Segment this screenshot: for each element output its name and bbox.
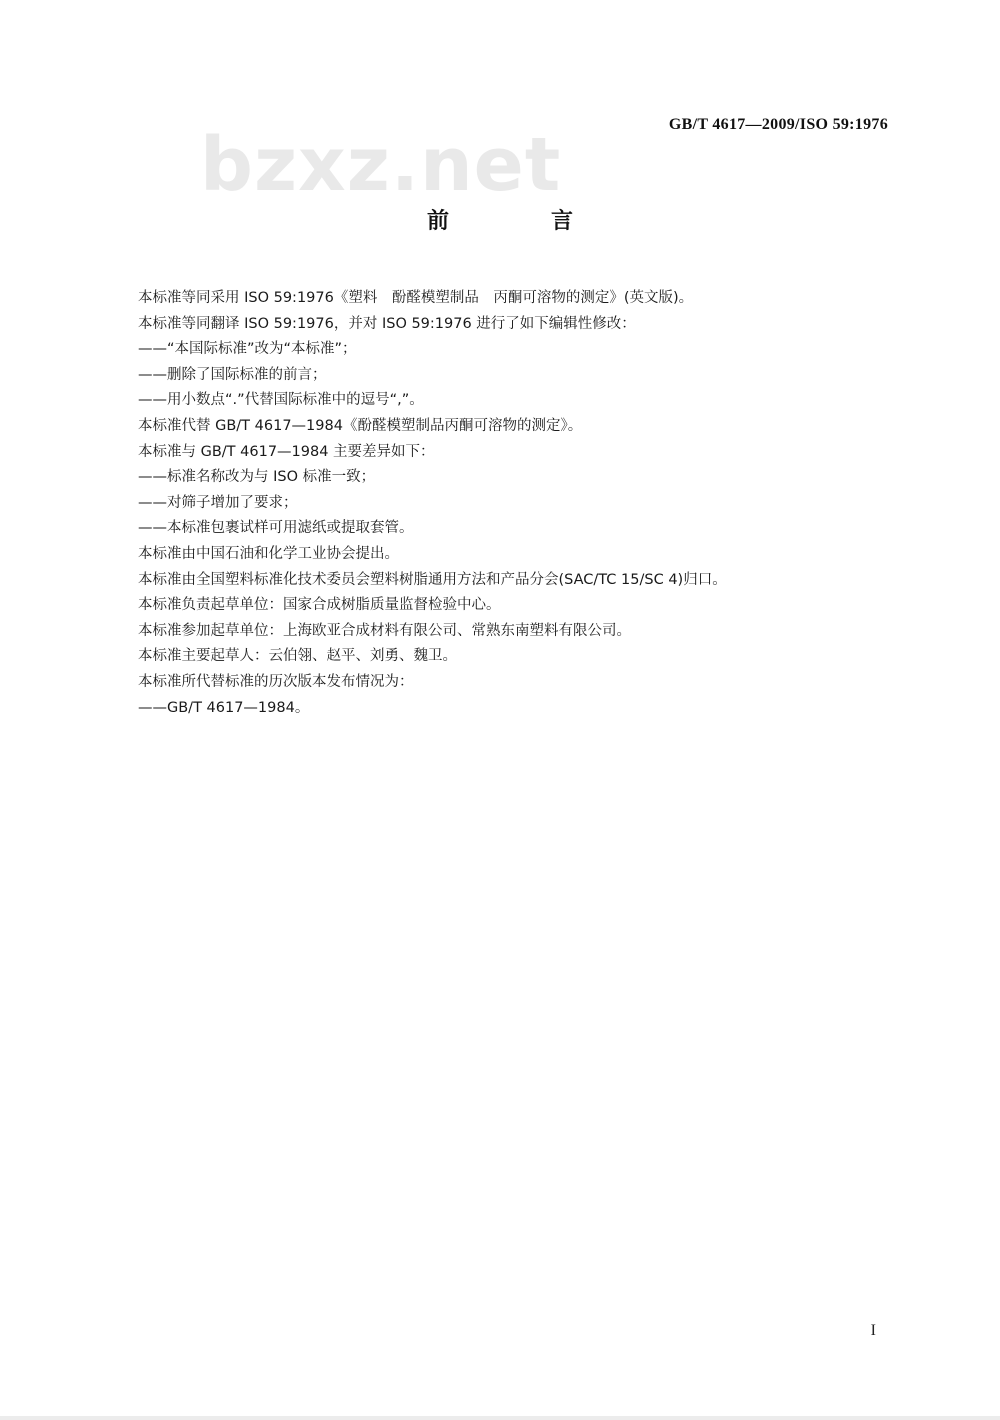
standard-code-header: GB/T 4617—2009/ISO 59:1976: [668, 116, 888, 133]
paragraph-line: 本标准负责起草单位：国家合成树脂质量监督检验中心。: [138, 597, 501, 614]
list-item: ——标准名称改为与 ISO 标准一致；: [138, 469, 376, 486]
list-item: ——对筛子增加了要求；: [138, 494, 298, 511]
preface-body: [138, 286, 898, 721]
watermark: bzxz.net: [200, 122, 562, 208]
paragraph-line: 本标准所代替标准的历次版本发布情况为：: [138, 673, 414, 690]
paragraph-line: 本标准代替 GB/T 4617—1984《酚醛模塑制品丙酮可溶物的测定》。: [138, 417, 583, 434]
list-item: ——删除了国际标准的前言；: [138, 366, 327, 383]
paragraph-line: 本标准与 GB/T 4617—1984 主要差异如下：: [138, 443, 435, 460]
paragraph-line: 本标准等同翻译 ISO 59:1976，并对 ISO 59:1976 进行了如下编辑性修改：: [138, 315, 636, 332]
list-item: ——用小数点“.”代替国际标准中的逗号“,”。: [138, 392, 424, 409]
page-number: I: [870, 1322, 876, 1339]
paragraph-line: 本标准由中国石油和化学工业协会提出。: [138, 545, 399, 562]
list-item: ——本标准包裹试样可用滤纸或提取套管。: [138, 520, 414, 537]
paragraph-line: 本标准参加起草单位：上海欧亚合成材料有限公司、常熟东南塑料有限公司。: [138, 622, 631, 639]
list-item: ——“本国际标准”改为“本标准”；: [138, 341, 357, 358]
paragraph-line: 本标准等同采用 ISO 59:1976《塑料 酚醛模塑制品 丙酮可溶物的测定》(英文版)。: [138, 290, 694, 306]
list-item: ——GB/T 4617—1984。: [138, 699, 310, 716]
paragraph-line: 本标准主要起草人：云伯翎、赵平、刘勇、魏卫。: [138, 648, 457, 665]
page-title: 前 言: [426, 209, 613, 234]
paragraph-line: 本标准由全国塑料标准化技术委员会塑料树脂通用方法和产品分会(SAC/TC 15/SC 4)归口。: [138, 571, 727, 588]
page-bottom-edge: [0, 1416, 1000, 1420]
